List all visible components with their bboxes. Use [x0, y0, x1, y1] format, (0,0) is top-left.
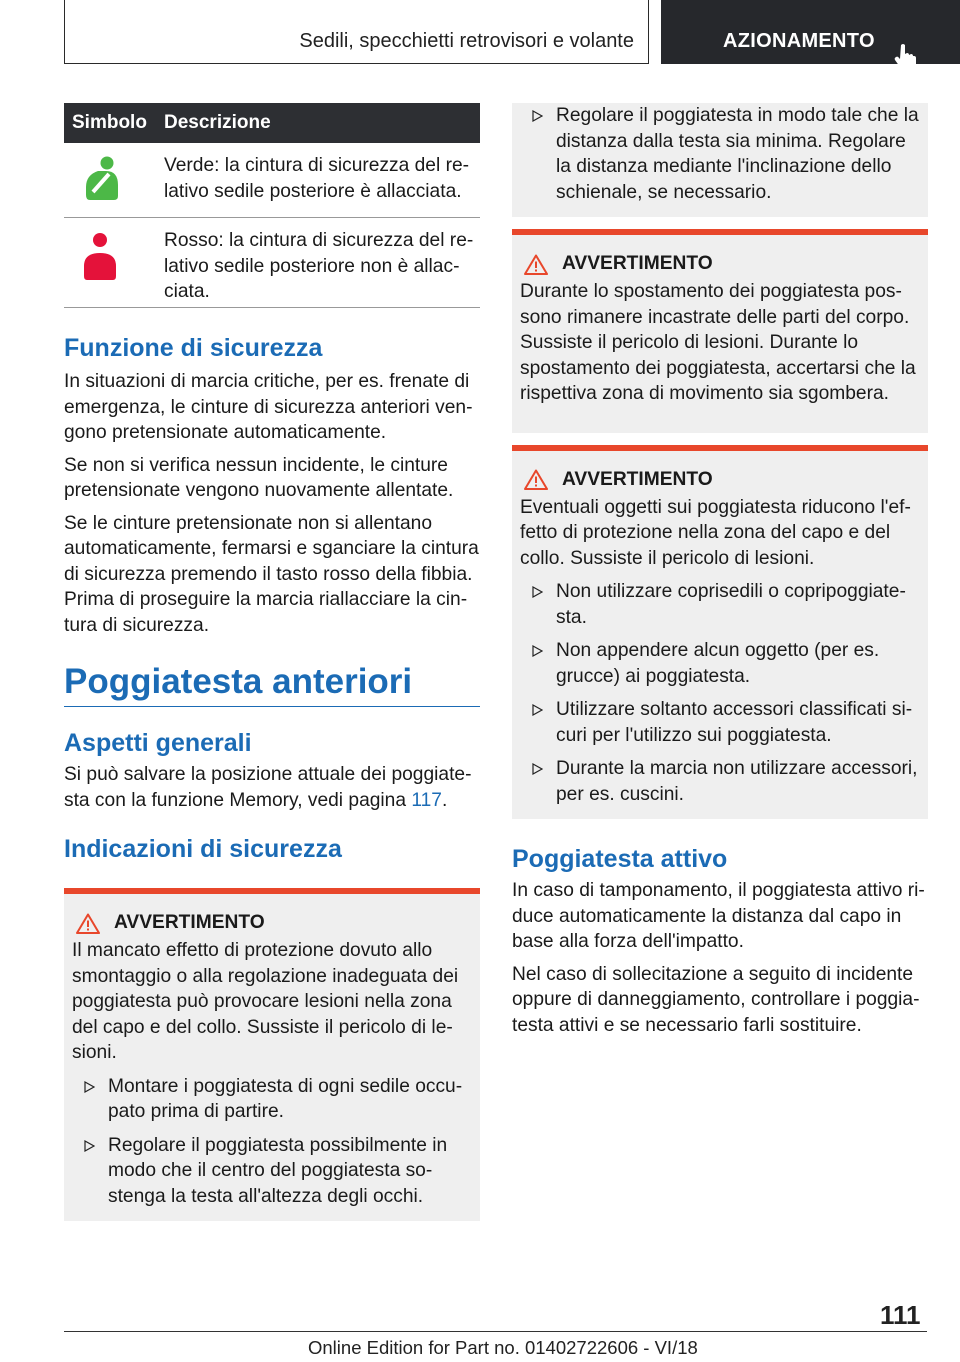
section-title-block [64, 662, 480, 707]
list-item: Non appendere alcun oggetto (per es. grucce) ai poggiatesta. [520, 638, 920, 689]
footer-text: Online Edition for Part no. 01402722606 - VI/18 [308, 1337, 698, 1358]
section-title: Sedili, specchietti retrovisori e volante [64, 0, 649, 64]
seatbelt-unfastened-red-icon [83, 232, 117, 282]
safety-function-heading: Funzione di sicurezza [64, 334, 323, 362]
list-item: Regolare il poggiatesta in modo tale che la distanza dalla testa sia minima. Regolare la distanza mediante l'inclinazione dello schienale, se necessario. [520, 103, 920, 205]
bullet-triangle-icon [532, 586, 543, 598]
bullet-triangle-icon [84, 1140, 95, 1152]
page-reference-link[interactable]: 117 [411, 789, 442, 811]
warning-title: AVVERTIMENTO [562, 253, 713, 274]
paragraph: In caso di tamponamento, il poggiatesta attivo riduce automaticamente la distanza dal capo in base alla forza dell'impatto. [512, 880, 925, 952]
chapter-tab [661, 0, 960, 64]
paragraph: Nel caso di sollecitazione a seguito di incidente oppure di danneggiamento, controllare i poggiatesta attivi e se necessario farli sostituire. [512, 963, 920, 1036]
table-row [64, 143, 480, 218]
paragraph: Se non si verifica nessun incidente, le cinture pretensionate vengono nuovamente allentate. [64, 454, 454, 501]
table-header [64, 103, 480, 143]
table-header-description: Descrizione [164, 112, 271, 133]
bullet-triangle-icon [84, 1081, 95, 1093]
chapter-label: AZIONAMENTO [723, 30, 875, 52]
symbol-table [64, 103, 480, 308]
bullet-triangle-icon [532, 110, 543, 122]
warning-text: Il mancato effetto di protezione dovuto allo smontaggio o alla regolazione inadeguata dei poggiatesta può provocare lesioni nella zona del capo e del collo. Sussiste il pericolo di lesioni. [72, 940, 459, 1063]
safety-notes-heading: Indicazioni di sicurezza [64, 835, 342, 863]
right-column [512, 103, 928, 1045]
general-heading: Aspetti generali [64, 729, 252, 757]
list-item: Non utilizzare coprisedili o copripoggiatesta. [520, 579, 920, 630]
paragraph: Se le cinture pretensionate non si allentano automaticamente, fermarsi e sganciare la cintura di sicurezza premendo il tasto rosso della fibbia. Prima di proseguire la marcia riallacciare la cintura di sicurezza. [64, 512, 479, 636]
table-row-text: Rosso: la cintura di sicurezza del relativo sedile posteriore non è allacciata. [164, 230, 474, 302]
list-item: Montare i poggiatesta di ogni sedile occupato prima di partire. [72, 1074, 472, 1125]
warning-title: AVVERTIMENTO [114, 912, 265, 933]
table-header-symbol: Simbolo [72, 112, 147, 133]
general-paragraph: Si può salvare la posizione attuale dei poggiatesta con la funzione Memory, vedi pagina 117. [64, 764, 472, 811]
paragraph: In situazioni di marcia critiche, per es. frenate di emergenza, le cinture di sicurezza anteriori vengono pretensionate automaticamente. [64, 371, 473, 443]
warning-box [512, 229, 928, 433]
seatbelt-fastened-green-icon [85, 156, 119, 202]
list-item: Utilizzare soltanto accessori classificati sicuri per l'utilizzo sui poggiatesta. [520, 697, 920, 748]
bullet-triangle-icon [532, 704, 543, 716]
footer-divider [64, 1331, 927, 1332]
front-headrests-title: Poggiatesta anteriori [64, 662, 413, 701]
warning-continuation [512, 103, 928, 217]
warning-triangle-icon [524, 254, 548, 275]
warning-triangle-icon [76, 913, 100, 934]
active-headrest-heading: Poggiatesta attivo [512, 845, 728, 873]
bullet-triangle-icon [532, 645, 543, 657]
left-column [64, 103, 480, 1221]
list-item: Regolare il poggiatesta possibilmente in modo che il centro del poggiatesta sostenga la testa all'altezza degli occhi. [72, 1133, 472, 1210]
warning-text: Eventuali oggetti sui poggiatesta riducono l'effetto di protezione nella zona del capo e del collo. Sussiste il pericolo di lesioni. [520, 496, 911, 569]
table-row-text: Verde: la cintura di sicurezza del relativo sedile posteriore è allacciata. [164, 155, 470, 202]
list-item: Durante la marcia non utilizzare accessori, per es. cuscini. [520, 756, 920, 807]
warning-box [64, 888, 480, 1221]
warning-title: AVVERTIMENTO [562, 468, 713, 490]
page-number: 111 [880, 1300, 921, 1330]
hand-pointer-icon [894, 24, 916, 106]
table-row [64, 218, 480, 308]
warning-box [512, 445, 928, 820]
warning-triangle-icon [524, 469, 548, 490]
warning-text: Durante lo spostamento dei poggiatesta possono rimanere incastrate delle parti del corpo. Sussiste il pericolo di lesioni. Durante lo spostamento dei poggiatesta, accertarsi che la rispettiva zona di movimento sia sgombera. [520, 281, 916, 404]
bullet-triangle-icon [532, 763, 543, 775]
